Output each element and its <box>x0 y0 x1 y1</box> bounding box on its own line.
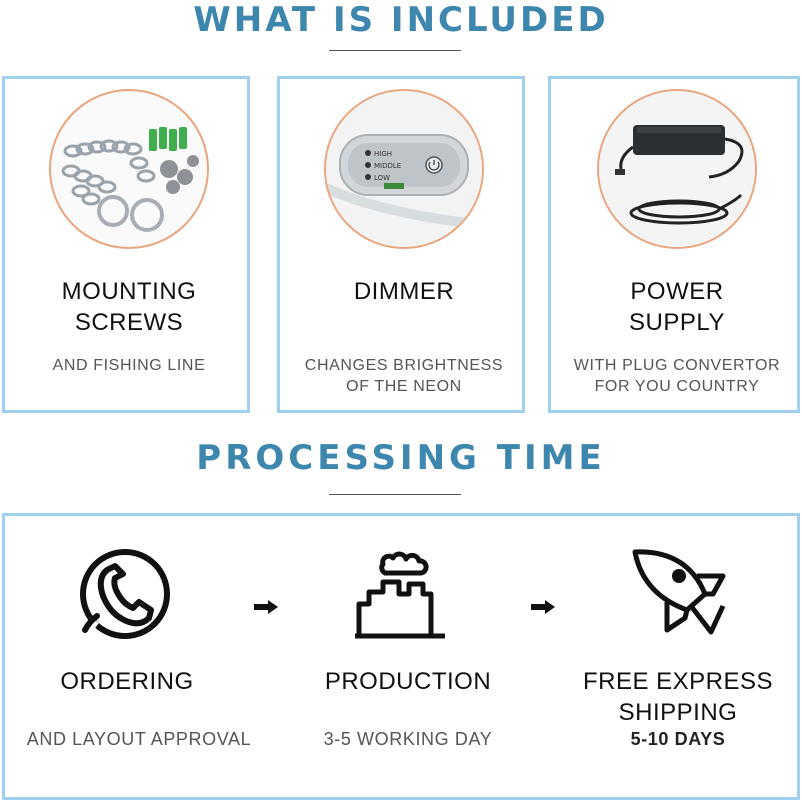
mounting-title-line1: MOUNTING <box>61 278 197 305</box>
power-adapter-image <box>597 89 757 249</box>
production-title: PRODUCTION <box>324 668 492 695</box>
power-subtitle-line1: WITH PLUG CONVERTOR <box>573 357 781 374</box>
dimmer-title: DIMMER <box>353 278 455 305</box>
shipping-title-line1: FREE EXPRESS <box>582 668 774 695</box>
arrow-right-icon <box>531 600 555 614</box>
dimmer-button-middle: MIDDLE <box>374 162 402 170</box>
ordering-subtitle: AND LAYOUT APPROVAL <box>26 729 252 749</box>
processing-title: PROCESSING TIME <box>196 438 606 478</box>
rocket-icon <box>627 546 727 646</box>
included-title: WHAT IS INCLUDED <box>193 0 609 40</box>
mounting-hardware-image <box>49 89 209 249</box>
factory-icon <box>353 544 449 640</box>
dimmer-button-low: LOW <box>374 174 391 182</box>
dimmer-button-high: HIGH <box>374 150 393 158</box>
shipping-subtitle: 5-10 DAYS <box>630 729 726 749</box>
dimmer-image <box>324 89 484 249</box>
included-card-mounting <box>2 76 250 413</box>
included-card-power <box>548 76 800 413</box>
power-subtitle-line2: FOR YOU COUNTRY <box>594 378 760 395</box>
included-card-dimmer <box>277 76 525 413</box>
ordering-title: ORDERING <box>60 668 194 695</box>
processing-card <box>2 513 800 800</box>
phone-icon <box>75 544 175 644</box>
shipping-title-line2: SHIPPING <box>618 699 738 726</box>
power-title-line2: SUPPLY <box>629 309 725 336</box>
production-subtitle: 3-5 WORKING DAY <box>323 729 493 749</box>
mounting-title-line2: SCREWS <box>74 309 184 336</box>
dimmer-subtitle-line1: CHANGES BRIGHTNESS <box>304 357 504 374</box>
included-title-rule <box>329 50 461 51</box>
processing-title-rule <box>329 494 461 495</box>
power-title-line1: POWER <box>630 278 724 305</box>
dimmer-subtitle-line2: OF THE NEON <box>346 378 462 395</box>
mounting-subtitle: AND FISHING LINE <box>52 357 206 374</box>
arrow-right-icon <box>254 600 278 614</box>
